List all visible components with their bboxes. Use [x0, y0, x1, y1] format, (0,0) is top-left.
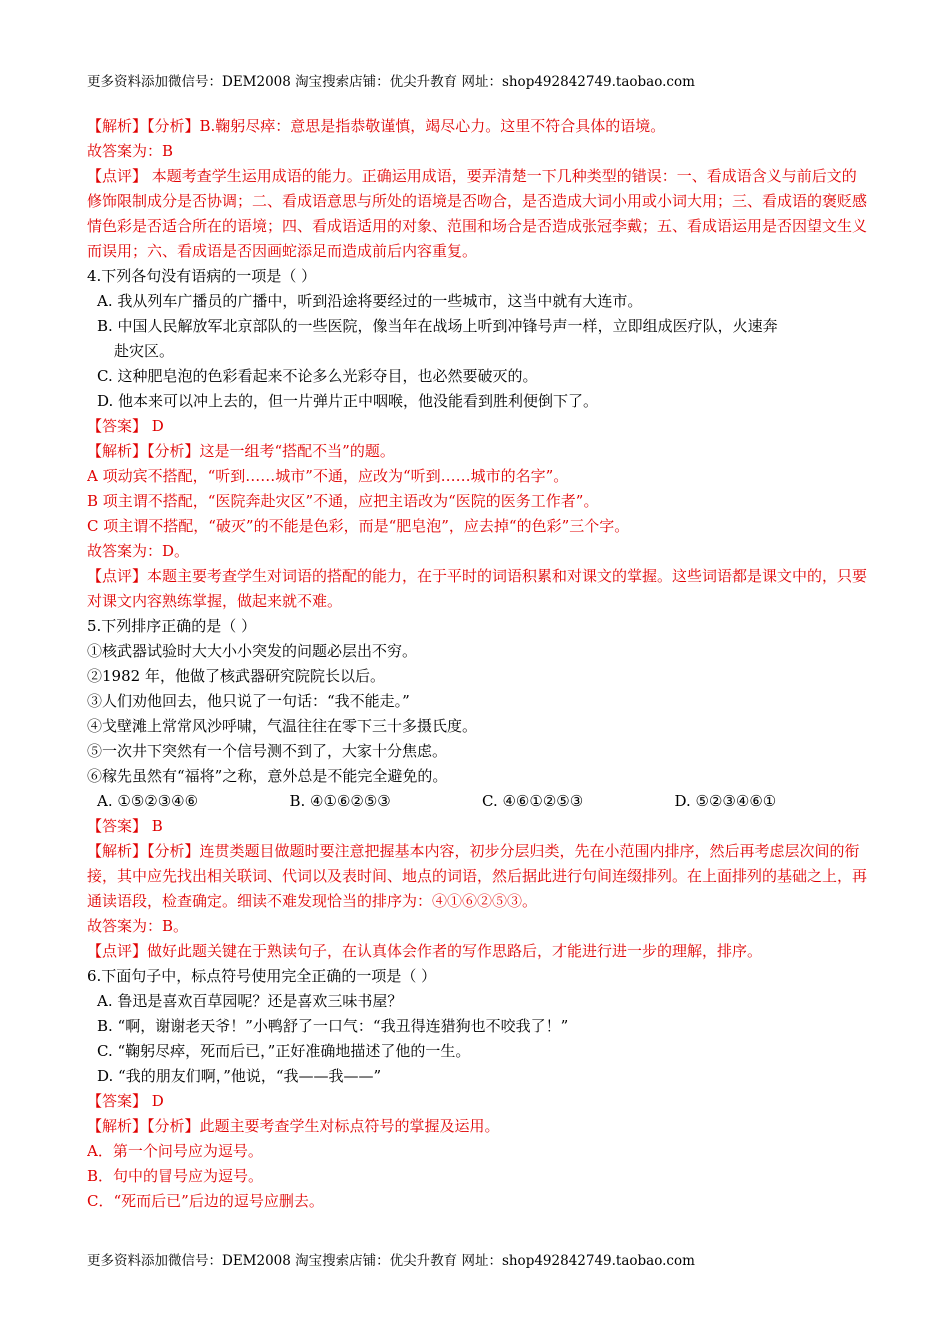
q4-option-c: C. 这种肥皂泡的色彩看起来不论多么光彩夺目，也必然要破灭的。	[97, 367, 538, 385]
q5-option-a: A. ①⑤②③④⑥	[97, 792, 199, 810]
q5-answer: 故答案为：B。	[87, 917, 189, 935]
q4-answer: 故答案为：D。	[87, 542, 190, 560]
q5-sentence-6: ⑥稼先虽然有“福将”之称，意外总是不能完全避免的。	[87, 767, 448, 785]
q6-analysis-c: C．“死而后已”后边的逗号应删去。	[87, 1192, 324, 1210]
q4-option-d: D. 他本来可以冲上去的，但一片弹片正中咽喉，他没能看到胜利便倒下了。	[97, 392, 599, 410]
q3-analysis: 【解析】【分析】B.鞠躬尽瘁：意思是指恭敬谨慎，竭尽心力。这里不符合具体的语境。	[87, 117, 666, 135]
q4-answer-label: 【答案】 D	[87, 417, 164, 435]
q3-comment: 【点评】 本题考查学生运用成语的能力。正确运用成语，要弄清楚一下几种类型的错误：一、看成语含义与前后文的修饰限制成分是否协调；二、看成语意思与所处的语境是否吻合，是否造成大词小用或小词大用；三、看成语的褒贬感情色彩是否适合所在的语境；四、看成语适用的对象、范围和场合是否造成张冠李戴；五、看成语运用是否因望文生义而误用；六、看成语是否因画蛇添足而造成前后内容重复。	[87, 167, 868, 260]
q5-option-b: B. ④①⑥②⑤③	[289, 792, 391, 810]
q6-answer-label: 【答案】 D	[87, 1092, 164, 1110]
q4-option-b: B. 中国人民解放军北京部队的一些医院，像当年在战场上听到冲锋号声一样，立即组成医疗队，火速奔	[97, 317, 778, 335]
q5-stem: 5.下列排序正确的是（ ）	[87, 617, 257, 635]
q5-options	[87, 789, 867, 814]
q6-analysis-a: A．第一个问号应为逗号。	[87, 1142, 263, 1160]
q4-analysis-a: A 项动宾不搭配，“听到……城市”不通，应改为“听到……城市的名字”。	[87, 467, 569, 485]
q6-stem: 6.下面句子中，标点符号使用完全正确的一项是（ ）	[87, 967, 437, 985]
q5-sentence-3: ③人们劝他回去，他只说了一句话：“我不能走。”	[87, 692, 410, 710]
q6-analysis: 【解析】【分析】此题主要考查学生对标点符号的掌握及运用。	[87, 1117, 500, 1135]
q4-analysis-b: B 项主谓不搭配，“医院奔赴灾区”不通，应把主语改为“医院的医务工作者”。	[87, 492, 599, 510]
q5-answer-label: 【答案】 B	[87, 817, 163, 835]
page-footer: 更多资料添加微信号：DEM2008 淘宝搜索店铺：优尖升教育 网址：shop492842749.taobao.com	[87, 1253, 695, 1269]
q6-analysis-b: B．句中的冒号应为逗号。	[87, 1167, 264, 1185]
q4-comment: 【点评】本题主要考查学生对词语的搭配的能力，在于平时的词语积累和对课文的掌握。这些词语都是课文中的，只要对课文内容熟练掌握，做起来就不难。	[87, 567, 868, 610]
q5-sentence-5: ⑤一次井下突然有一个信号测不到了，大家十分焦虑。	[87, 742, 448, 760]
q6-option-c: C. “鞠躬尽瘁，死而后已，”正好准确地描述了他的一生。	[97, 1042, 471, 1060]
q5-option-d: D. ⑤②③④⑥①	[674, 792, 777, 810]
q5-analysis: 【解析】【分析】连贯类题目做题时要注意把握基本内容，初步分层归类，先在小范围内排序，然后再考虑层次间的衔接，其中应先找出相关联词、代词以及表时间、地点的词语，然后据此进行句间连缀排列。在上面排列的基础之上，再通读语段，检查确定。细读不难发现恰当的排序为：④①⑥②⑤③。	[87, 842, 868, 910]
q3-answer: 故答案为：B	[87, 142, 174, 160]
page-header: 更多资料添加微信号：DEM2008 淘宝搜索店铺：优尖升教育 网址：shop492842749.taobao.com	[87, 74, 695, 90]
document-body	[87, 114, 867, 1214]
q5-sentence-4: ④戈壁滩上常常风沙呼啸，气温往往在零下三十多摄氏度。	[87, 717, 478, 735]
q4-stem: 4.下列各句没有语病的一项是（ ）	[87, 267, 317, 285]
q5-option-c: C. ④⑥①②⑤③	[482, 792, 584, 810]
q4-option-b-text: 赴灾区。	[114, 342, 175, 360]
q6-option-d: D. “我的朋友们啊，”他说，“我——我——”	[97, 1067, 382, 1085]
q5-sentence-2: ②1982 年，他做了核武器研究院院长以后。	[87, 667, 385, 685]
q4-analysis-c: C 项主谓不搭配，“破灭”的不能是色彩，而是“肥皂泡”，应去掉“的色彩”三个字。	[87, 517, 630, 535]
q6-option-b: B. “啊，谢谢老天爷！”小鸭舒了一口气：“我丑得连猎狗也不咬我了！”	[97, 1017, 569, 1035]
q5-sentence-1: ①核武器试验时大大小小突发的问题必层出不穷。	[87, 642, 418, 660]
q6-option-a: A. 鲁迅是喜欢百草园呢？还是喜欢三味书屋？	[97, 992, 403, 1010]
q5-comment: 【点评】做好此题关键在于熟读句子，在认真体会作者的写作思路后，才能进行进一步的理解，排序。	[87, 942, 763, 960]
q4-option-a: A. 我从列车广播员的广播中，听到沿途将要经过的一些城市，这当中就有大连市。	[97, 292, 643, 310]
q4-analysis: 【解析】【分析】这是一组考“搭配不当”的题。	[87, 442, 395, 460]
q4-option-b-continued	[87, 339, 867, 364]
